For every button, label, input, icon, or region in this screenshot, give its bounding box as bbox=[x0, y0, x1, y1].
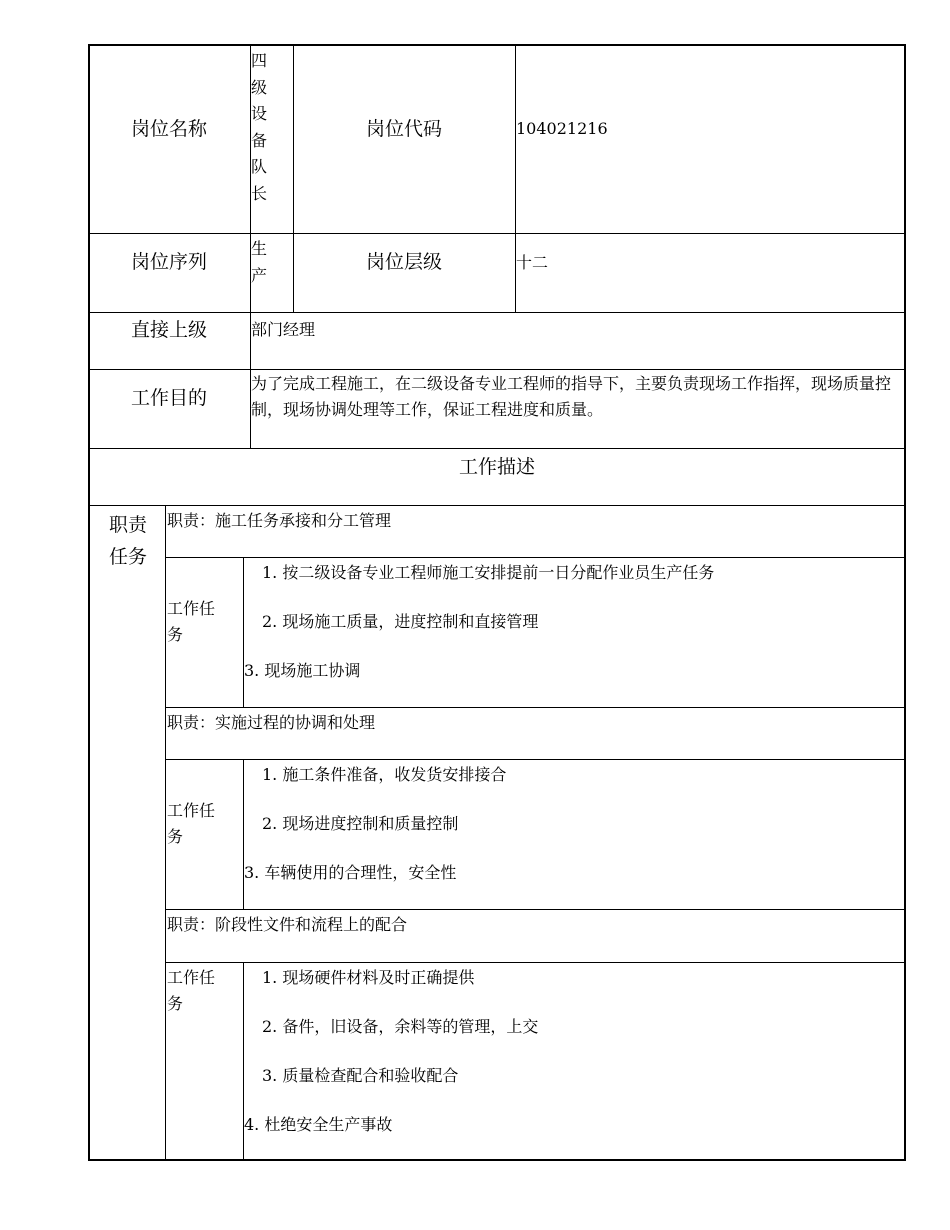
row-divider bbox=[88, 448, 906, 449]
duty-divider bbox=[166, 707, 906, 708]
post-level-label: 岗位层级 bbox=[365, 251, 442, 273]
row-divider bbox=[88, 505, 906, 506]
task-item: 4. 杜绝安全生产事故 bbox=[244, 1115, 393, 1134]
post-level-value: 十二 bbox=[516, 253, 549, 272]
task-item: 3. 质量检查配合和验收配合 bbox=[262, 1066, 459, 1085]
duty-title: 职责：施工任务承接和分工管理 bbox=[167, 511, 392, 530]
task-item: 2. 现场施工质量，进度控制和直接管理 bbox=[262, 612, 539, 631]
task-item: 2. 备件，旧设备，余料等的管理，上交 bbox=[262, 1017, 539, 1036]
duty-title: 职责：阶段性文件和流程上的配合 bbox=[167, 915, 408, 934]
duty-title: 职责：实施过程的协调和处理 bbox=[167, 713, 376, 732]
col-divider bbox=[243, 759, 244, 910]
duty-label: 职责任务 bbox=[108, 514, 147, 568]
post-series-value: 生产 bbox=[251, 239, 268, 285]
task-item: 1. 现场硬件材料及时正确提供 bbox=[262, 968, 475, 987]
description-title: 工作描述 bbox=[458, 456, 535, 478]
post-series-label: 岗位序列 bbox=[130, 251, 207, 273]
superior-value: 部门经理 bbox=[251, 320, 316, 339]
task-item: 2. 现场进度控制和质量控制 bbox=[262, 814, 459, 833]
task-label: 工作任务 bbox=[167, 599, 216, 644]
task-item: 1. 施工条件准备，收发货安排接合 bbox=[262, 765, 507, 784]
superior-label: 直接上级 bbox=[130, 319, 207, 341]
col-divider bbox=[243, 557, 244, 708]
row-divider bbox=[88, 312, 906, 313]
purpose-label: 工作目的 bbox=[130, 387, 207, 409]
duty-divider bbox=[166, 557, 906, 558]
col-divider bbox=[165, 505, 166, 1161]
task-label: 工作任务 bbox=[167, 968, 216, 1013]
task-item: 1. 按二级设备专业工程师施工安排提前一日分配作业员生产任务 bbox=[262, 563, 715, 582]
purpose-value: 为了完成工程施工，在二级设备专业工程师的指导下，主要负责现场工作指挥，现场质量控制，现场协调处理等工作，保证工程进度和质量。 bbox=[251, 374, 892, 419]
post-name-label: 岗位名称 bbox=[130, 118, 207, 140]
task-item: 3. 现场施工协调 bbox=[244, 661, 361, 680]
row-divider bbox=[88, 233, 906, 234]
duty-divider bbox=[166, 962, 906, 963]
post-name-value: 四级设备队长 bbox=[251, 51, 268, 203]
duty-divider bbox=[166, 759, 906, 760]
duty-divider bbox=[166, 909, 906, 910]
task-item: 3. 车辆使用的合理性，安全性 bbox=[244, 863, 457, 882]
task-label: 工作任务 bbox=[167, 801, 216, 846]
post-code-value: 104021216 bbox=[516, 119, 608, 138]
post-code-label: 岗位代码 bbox=[365, 118, 442, 140]
row-divider bbox=[88, 369, 906, 370]
